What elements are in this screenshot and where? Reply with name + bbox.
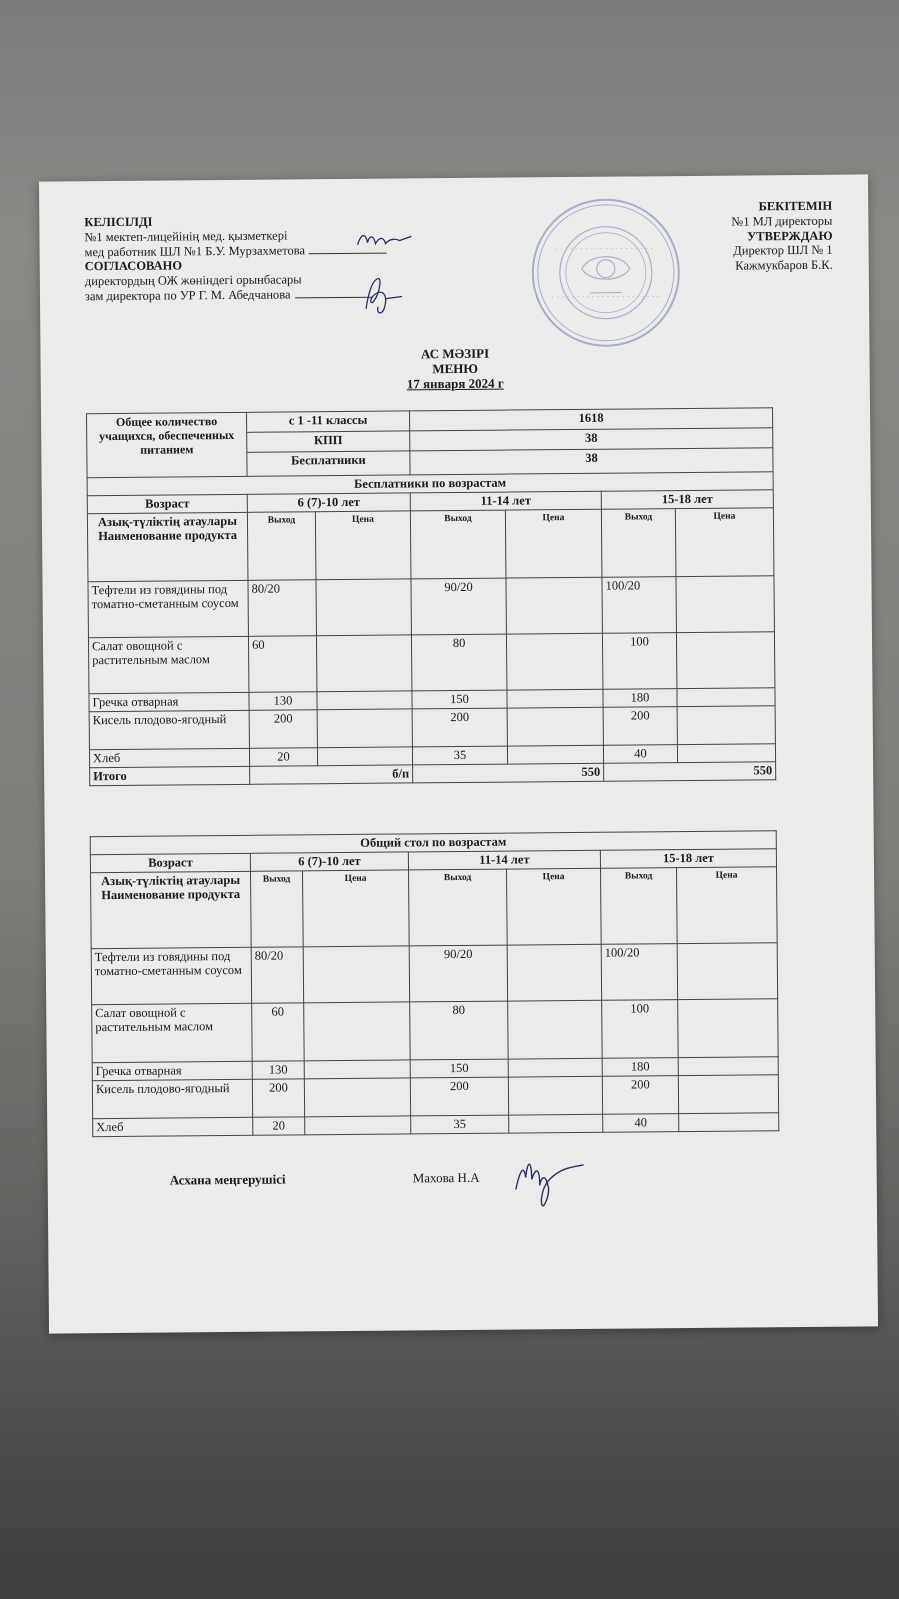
output-value: 90/20 xyxy=(411,578,506,635)
section-free-by-age: Бесплатники по возрастам xyxy=(87,472,773,496)
title-ru: МЕНЮ xyxy=(432,360,479,377)
col-output: Выход xyxy=(251,871,304,947)
age-group-1: 6 (7)-10 лет xyxy=(250,852,408,871)
col-price: Цена xyxy=(303,870,410,947)
col-output: Выход xyxy=(601,868,678,945)
output-value: 130 xyxy=(252,1061,304,1079)
product-header: Азық-түліктің атаулары Наименование продукта xyxy=(87,512,248,581)
med-worker-line1: №1 мектеп-лицейінің мед. қызметкері xyxy=(84,228,288,245)
table-row xyxy=(92,1075,778,1119)
approve-ru: УТВЕРЖДАЮ xyxy=(746,228,833,244)
product-name: Кисель плодово-ягодный xyxy=(92,1079,252,1118)
product-name: Салат овощной с растительным маслом xyxy=(88,636,248,693)
output-value: 100/20 xyxy=(601,944,677,1001)
output-value: 200 xyxy=(249,710,317,749)
col-price: Цена xyxy=(505,509,602,578)
output-value: 200 xyxy=(602,1076,678,1115)
free-count: 38 xyxy=(410,448,773,475)
output-value: 150 xyxy=(410,1059,508,1078)
approval-block-right xyxy=(731,199,833,274)
table-row xyxy=(88,576,774,638)
deputy-signature xyxy=(358,274,408,318)
output-value: 60 xyxy=(252,1003,305,1061)
output-value: 40 xyxy=(603,745,677,764)
product-name: Салат овощной с растительным маслом xyxy=(92,1003,253,1062)
med-worker-line2: мед работник ШЛ №1 Б.У. Мурзахметова xyxy=(85,242,388,259)
output-value: 80/20 xyxy=(248,580,316,637)
age-group-1: 6 (7)-10 лет xyxy=(247,493,410,512)
col-output: Выход xyxy=(601,509,676,578)
product-name: Гречка отварная xyxy=(89,692,249,711)
kpp-label: КПП xyxy=(247,431,410,452)
approve-kz: БЕКІТЕМІН xyxy=(758,198,833,214)
col-output: Выход xyxy=(410,510,506,579)
output-value: 20 xyxy=(249,748,317,767)
free-meals-table xyxy=(86,407,776,786)
med-worker-signature xyxy=(355,228,415,251)
output-value: 40 xyxy=(603,1114,679,1133)
output-value: 180 xyxy=(602,1058,678,1077)
product-name: Хлеб xyxy=(89,748,249,767)
director-name: Кажмукбаров Б.К. xyxy=(735,257,833,273)
output-value: 150 xyxy=(412,690,507,709)
approval-block-left xyxy=(84,213,387,304)
product-name: Тефтели из говядины под томатно-сметанным соусом xyxy=(88,580,248,637)
output-value: 100 xyxy=(602,1000,679,1059)
col-price: Цена xyxy=(675,508,774,577)
age-group-2: 11-14 лет xyxy=(410,491,601,511)
students-total-label: Общее количество учащихся, обеспеченных питанием xyxy=(87,412,248,477)
product-name: Гречка отварная xyxy=(92,1061,252,1080)
output-value: 100 xyxy=(602,633,676,690)
table-row xyxy=(92,999,778,1063)
output-value: 90/20 xyxy=(409,945,507,1002)
agreed-kz: КЕЛІСІЛДІ xyxy=(84,214,153,230)
output-value: 80 xyxy=(410,1001,509,1060)
menu-date: 17 января 2024 г xyxy=(406,375,504,392)
age-group-3: 15-18 лет xyxy=(601,490,773,510)
output-value: 35 xyxy=(411,1115,509,1134)
product-header: Азық-түліктің атаулары Наименование продукта xyxy=(91,871,252,948)
general-table xyxy=(90,830,780,1137)
total-value-1: б/п xyxy=(250,765,413,784)
deputy-line1: директордың ОЖ жөніндегі орынбасары xyxy=(84,272,302,289)
age-label: Возраст xyxy=(90,853,250,872)
director-kz: №1 МЛ директоры xyxy=(731,213,833,229)
title-kz: АС МӘЗІРІ xyxy=(420,345,490,362)
output-value: 80 xyxy=(411,634,506,691)
output-value: 200 xyxy=(603,707,677,746)
output-value: 200 xyxy=(410,1077,508,1116)
section-general-by-age: Общий стол по возрастам xyxy=(90,831,776,855)
total-value-3: 550 xyxy=(604,762,776,782)
output-value: 200 xyxy=(412,708,507,747)
free-label: Бесплатники xyxy=(247,451,410,476)
deputy-line2: зам директора по УР Г. М. Абедчанова xyxy=(85,287,388,304)
output-value: 60 xyxy=(248,636,316,693)
col-price: Цена xyxy=(315,511,411,580)
col-price: Цена xyxy=(676,867,777,944)
table-row xyxy=(89,706,775,750)
menu-document xyxy=(39,174,878,1333)
output-value: 20 xyxy=(253,1117,305,1135)
product-name: Кисель плодово-ягодный xyxy=(89,710,249,749)
page-title xyxy=(40,342,869,394)
canteen-head-label: Асхана меңгерушісі xyxy=(169,1171,286,1188)
col-price: Цена xyxy=(507,868,602,945)
kpp-count: 38 xyxy=(410,428,773,451)
director-ru: Директор ШЛ № 1 xyxy=(733,243,833,258)
age-group-3: 15-18 лет xyxy=(600,849,776,869)
output-value: 100/20 xyxy=(602,577,676,634)
age-group-2: 11-14 лет xyxy=(408,850,600,870)
official-stamp xyxy=(529,196,682,349)
output-value: 130 xyxy=(249,692,317,711)
product-name: Хлеб xyxy=(93,1117,253,1136)
output-value: 80/20 xyxy=(251,947,303,1003)
age-label: Возраст xyxy=(87,494,247,513)
product-name: Тефтели из говядины под томатно-сметанным соусом xyxy=(91,947,251,1004)
canteen-head-signature xyxy=(509,1149,590,1212)
agreed-ru: СОГЛАСОВАНО xyxy=(84,258,183,274)
table-row xyxy=(88,632,774,694)
total-label: Итого xyxy=(90,766,250,785)
classes-label: с 1 -11 классы xyxy=(247,411,410,432)
canteen-head-name: Махова Н.А xyxy=(412,1169,480,1186)
table-row xyxy=(91,943,777,1005)
col-output: Выход xyxy=(247,512,316,581)
output-value: 200 xyxy=(252,1079,304,1117)
output-value: 35 xyxy=(412,746,507,765)
output-value: 180 xyxy=(603,689,677,708)
classes-count: 1618 xyxy=(410,408,773,431)
total-value-2: 550 xyxy=(413,763,604,783)
col-output: Выход xyxy=(409,869,508,946)
